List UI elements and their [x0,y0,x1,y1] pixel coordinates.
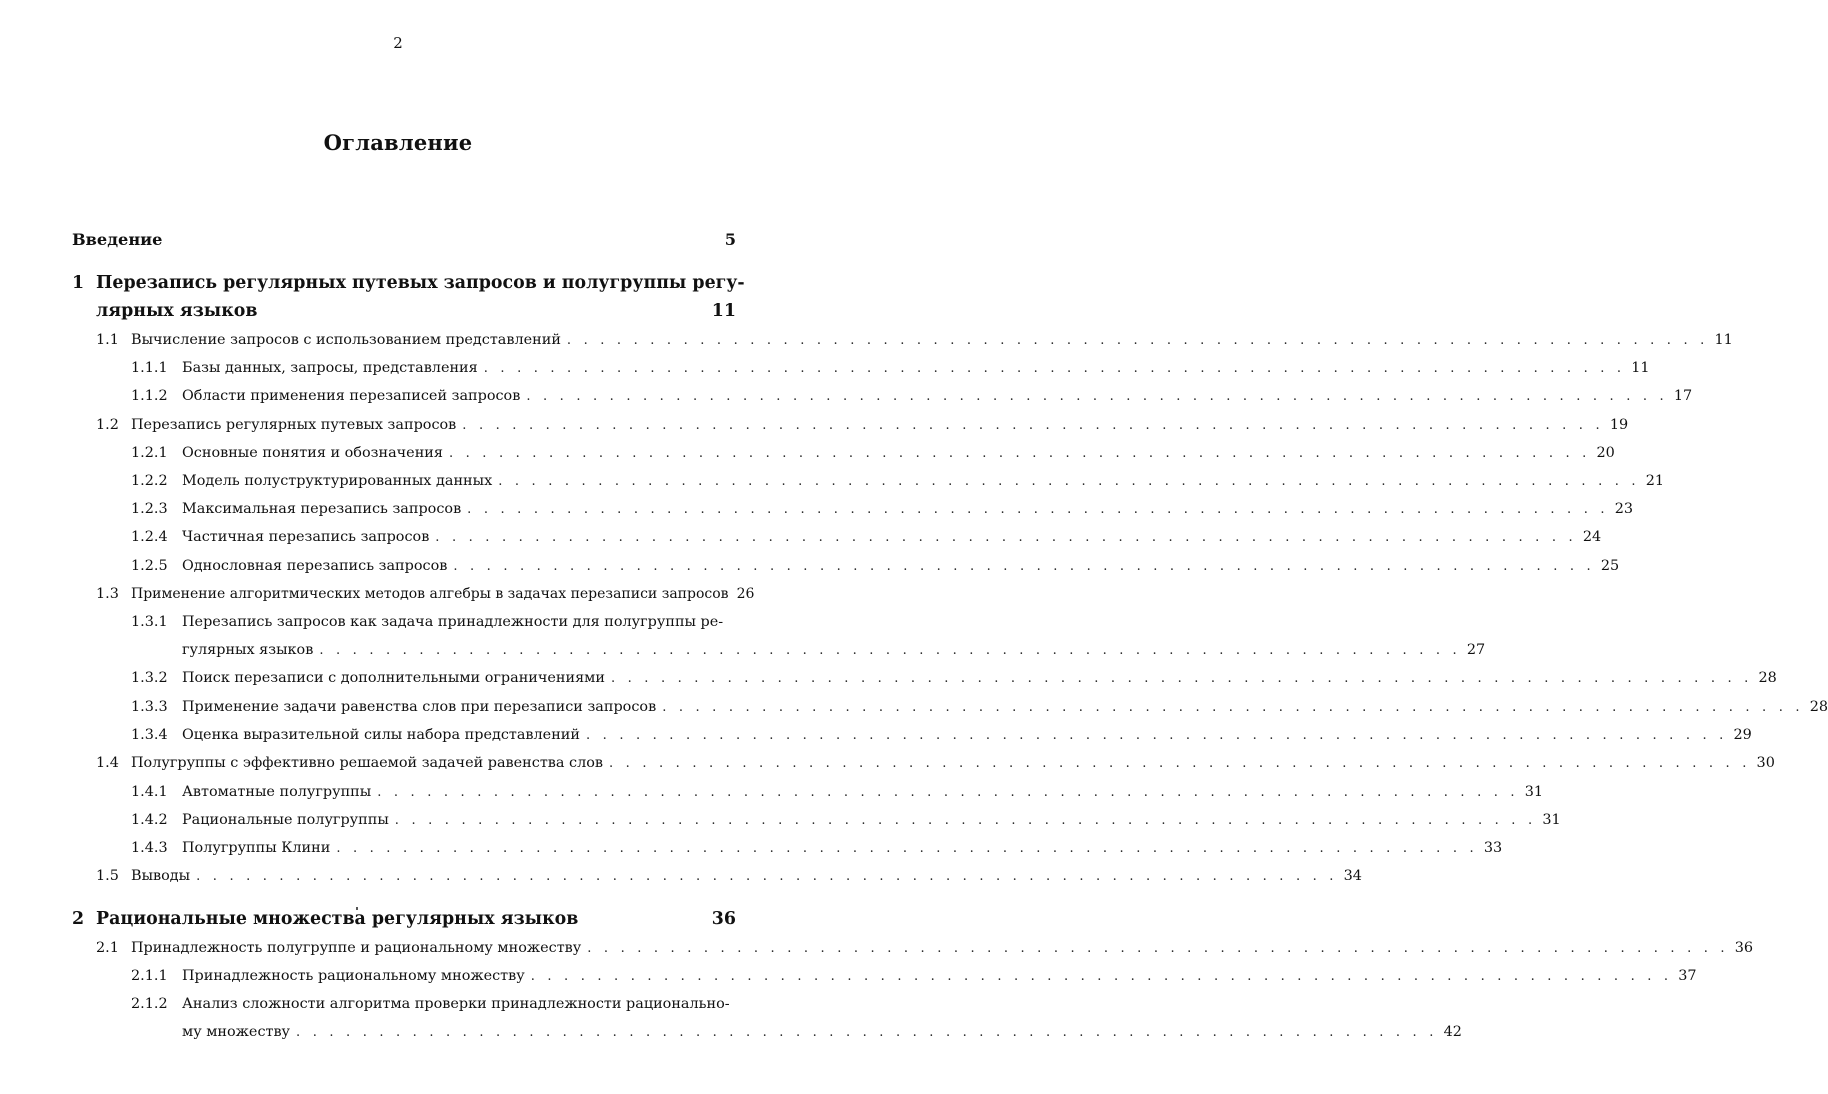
toc-entry-label: Частичная перезапись запросов [182,529,430,545]
toc-entry-page: 30 [1756,755,1775,771]
subsection-number: 2.1.1 [131,968,168,984]
leader-dots: . . . . . . . . . . . . . . . . . . . . . . . . . . . . . . . . . . . . . . . . . . . . . . . . . . . . . . . . . . . . . . . . . . . . . [462,418,1604,433]
leader-dots: . . . . . . . . . . . . . . . . . . . . . . . . . . . . . . . . . . . . . . . . . . . . . . . . . . . . . . . . . . . . . . . . . . . . . [585,728,1728,743]
toc-entry-2-1-2[interactable] [182,1022,1462,1043]
toc-entry-1-2-1[interactable] [182,443,1615,464]
section-number: 1.5 [96,868,119,884]
toc-entry-page: 28 [1809,699,1828,715]
toc-entry-label: Применение задачи равенства слов при перезаписи запросов [182,699,657,715]
toc-entry-1-3-4[interactable] [182,725,1752,746]
toc-entry-page: 31 [1542,812,1561,828]
leader-dots: . . . . . . . . . . . . . . . . . . . . . . . . . . . . . . . . . . . . . . . . . . . . . . . . . . . . . . . . . . . . . . . . . . . . . [448,446,1591,461]
toc-entry-chapter-1[interactable] [96,299,736,323]
toc-entry-1-2-4[interactable] [182,527,1602,548]
toc-entry-label: Выводы [131,868,191,884]
toc-entry-label: Базы данных, запросы, представления [182,360,478,376]
leader-dots: . . . . . . . . . . . . . . . . . . . . . . . . . . . . . . . . . . . . . . . . . . . . . . . . . . . . . . . . . . . . . . . . . . . . . [296,1025,1438,1040]
toc-entry-1-2[interactable] [131,415,1629,436]
subsection-number: 1.2.1 [131,445,168,461]
toc-entry-page: 42 [1443,1024,1462,1040]
subsection-number: 1.2.4 [131,529,168,545]
chapter-title: Рациональные множества регулярных языков [96,909,579,929]
leader-dots: . . . . . . . . . . . . . . . . . . . . . . . . . . . . . . . . . . . . . . . . . . . . . . . . . . . . . . . . . . . . . . . . . . . . . [610,671,1753,686]
leader-dots: . . . . . . . . . . . . . . . . . . . . . . . . . . . . . . . . . . . . . . . . . . . . . . . . . . . . . . . . . . . . . . . . . . . . . [587,941,1729,956]
toc-entry-label: Принадлежность полугруппе и рациональному множеству [131,940,582,956]
toc-entry-1-1-2[interactable] [182,386,1693,407]
toc-entry-label: Максимальная перезапись запросов [182,501,462,517]
toc-entry-page: 5 [724,230,736,249]
toc-entry-label: гулярных языков [182,642,314,658]
toc-entry-page: 11 [711,301,736,321]
toc-entry-page: 27 [1466,642,1486,658]
leader-dots: . . . . . . . . . . . . . . . . . . . . . . . . . . . . . . . . . . . . . . . . . . . . . . . . . . . . . . . . . . . . . . . . . . . . . [609,756,1751,771]
subsection-number: 1.4.2 [131,812,168,828]
toc-title: Оглавление [323,130,473,155]
toc-entry-page: 17 [1673,388,1693,404]
leader-dots: . . . . . . . . . . . . . . . . . . . . . . . . . . . . . . . . . . . . . . . . . . . . . . . . . . . . . . . . . . . . . . . . . . . . . [498,474,1640,489]
toc-entry-label: Модель полуструктурированных данных [182,473,493,489]
leader-dots: . . . . . . . . . . . . . . . . . . . . . . . . . . . . . . . . . . . . . . . . . . . . . . . . . . . . . . . . . . . . . . . . . . . . . [319,643,1461,658]
toc-entry-1-2-3[interactable] [182,499,1634,520]
toc-entry-2-1-2-line1[interactable]: Анализ сложности алгоритма проверки принадлежности рационально- [182,996,730,1012]
toc-entry-label: Однословная перезапись запросов [182,558,448,574]
toc-entry-page: 34 [1343,868,1362,884]
toc-entry-1-3[interactable] [131,584,755,604]
leader-dots: . . . . . . . . . . . . . . . . . . . . . . . . . . . . . . . . . . . . . . . . . . . . . . . . . . . . . . . . . . . . . . . . . . . . . [394,813,1537,828]
section-number: 1.1 [96,332,119,348]
toc-entry-page: 11 [1714,332,1733,348]
section-number: 2.1 [96,940,119,956]
toc-entry-page: 31 [1524,784,1544,800]
toc-entry-page: 36 [1734,940,1754,956]
subsection-number: 1.2.3 [131,501,168,517]
toc-entry-label: Поиск перезаписи с дополнительными ограничениями [182,670,605,686]
leader-dots: . . . . . . . . . . . . . . . . . . . . . . . . . . . . . . . . . . . . . . . . . . . . . . . . . . . . . . . . . . . . . . . . . . . . . [662,700,1804,715]
leader-dots: . . . . . . . . . . . . . . . . . . . . . . . . . . . . . . . . . . . . . . . . . . . . . . . . . . . . . . . . . . . . . . . . . . . . . [336,841,1478,856]
toc-entry-1-4-2[interactable] [182,810,1561,831]
toc-entry-1-2-5[interactable] [182,556,1620,577]
subsection-number: 1.3.3 [131,699,168,715]
toc-entry-page: 37 [1678,968,1697,984]
toc-entry-page: 33 [1483,840,1503,856]
toc-entry-label: Автоматные полугруппы [182,784,372,800]
toc-entry-label: Оценка выразительной силы набора представлений [182,727,580,743]
toc-entry-page: 29 [1733,727,1752,743]
toc-entry-chapter-2[interactable] [96,907,736,931]
toc-entry-label: Принадлежность рациональному множеству [182,968,525,984]
toc-entry-label: Основные понятия и обозначения [182,445,443,461]
leader-dots: . . . . . . . . . . . . . . . . . . . . . . . . . . . . . . . . . . . . . . . . . . . . . . . . . . . . . . . . . . . . . . . . . . . . . [483,361,1626,376]
subsection-number: 1.3.2 [131,670,168,686]
toc-entry-intro[interactable] [72,228,736,252]
subsection-number: 1.4.1 [131,784,168,800]
toc-entry-2-1-1[interactable] [182,966,1697,987]
subsection-number: 1.1.1 [131,360,168,376]
toc-entry-1-1[interactable] [131,330,1733,351]
toc-entry-label: Полугруппы Клини [182,840,331,856]
toc-entry-1-5[interactable] [131,866,1362,887]
toc-entry-1-4[interactable] [131,753,1775,774]
toc-entry-1-3-1[interactable] [182,640,1486,661]
chapter-title-line2: лярных языков [96,301,258,321]
toc-entry-label: Перезапись регулярных путевых запросов [131,417,457,433]
toc-entry-page: 28 [1758,670,1777,686]
toc-entry-label: Введение [72,230,163,249]
toc-entry-1-2-2[interactable] [182,471,1665,492]
toc-entry-1-4-1[interactable] [182,782,1544,803]
toc-entry-page: 23 [1614,501,1634,517]
leader-dots: . . . . . . . . . . . . . . . . . . . . . . . . . . . . . . . . . . . . . . . . . . . . . . . . . . . . . . . . . . . . . . . . . . . . . [196,869,1338,884]
leader-dots: . . . . . . . . . . . . . . . . . . . . . . . . . . . . . . . . . . . . . . . . . . . . . . . . . . . . . . . . . . . . . . . . . . . . . [566,333,1709,348]
section-number: 1.3 [96,586,119,602]
chapter-title-line1[interactable]: Перезапись регулярных путевых запросов и полугруппы регу- [96,273,745,293]
subsection-number: 1.4.3 [131,840,168,856]
toc-entry-1-3-1-line1[interactable]: Перезапись запросов как задача принадлежности для полугруппы ре- [182,614,724,630]
toc-entry-label: Области применения перезаписей запросов [182,388,521,404]
toc-entry-page: 11 [1631,360,1650,376]
toc-entry-label: Применение алгоритмических методов алгебры в задачах перезаписи запросов [131,586,729,602]
toc-entry-label: Рациональные полугруппы [182,812,389,828]
toc-entry-label: Полугруппы с эффективно решаемой задачей равенства слов [131,755,604,771]
toc-entry-1-3-3[interactable] [182,697,1828,718]
toc-entry-page: 36 [711,909,736,929]
section-number: 1.2 [96,417,119,433]
page-number: 2 [393,34,403,52]
toc-entry-page: 21 [1645,473,1665,489]
subsection-number: 1.2.5 [131,558,168,574]
subsection-number: 1.1.2 [131,388,168,404]
chapter-number: 2 [72,909,85,929]
toc-entry-page: 20 [1596,445,1615,461]
subsection-number: 1.3.1 [131,614,168,630]
toc-entry-2-1[interactable] [131,938,1754,959]
toc-entry-label: Вычисление запросов с использованием представлений [131,332,561,348]
section-number: 1.4 [96,755,119,771]
toc-entry-1-4-3[interactable] [182,838,1503,859]
leader-dots: . . . . . . . . . . . . . . . . . . . . . . . . . . . . . . . . . . . . . . . . . . . . . . . . . . . . . . . . . . . . . . . . . . . . . [377,785,1519,800]
chapter-number: 1 [72,273,85,293]
toc-entry-page: 24 [1582,529,1602,545]
leader-dots: . . . . . . . . . . . . . . . . . . . . . . . . . . . . . . . . . . . . . . . . . . . . . . . . . . . . . . . . . . . . . . . . . . . . . [526,389,1668,404]
subsection-number: 1.2.2 [131,473,168,489]
leader-dots: . . . . . . . . . . . . . . . . . . . . . . . . . . . . . . . . . . . . . . . . . . . . . . . . . . . . . . . . . . . . . . . . . . . . . [530,969,1673,984]
leader-dots: . . . . . . . . . . . . . . . . . . . . . . . . . . . . . . . . . . . . . . . . . . . . . . . . . . . . . . . . . . . . . . . . . . . . . [453,559,1595,574]
leader-dots: . . . . . . . . . . . . . . . . . . . . . . . . . . . . . . . . . . . . . . . . . . . . . . . . . . . . . . . . . . . . . . . . . . . . . [435,530,1577,545]
subsection-number: 1.3.4 [131,727,168,743]
subsection-number: 2.1.2 [131,996,168,1012]
toc-entry-page: 25 [1600,558,1620,574]
toc-entry-page: 19 [1609,417,1629,433]
toc-entry-1-3-2[interactable] [182,668,1777,689]
toc-entry-1-1-1[interactable] [182,358,1650,379]
leader-dots: . . . . . . . . . . . . . . . . . . . . . . . . . . . . . . . . . . . . . . . . . . . . . . . . . . . . . . . . . . . . . . . . . . . . . [467,502,1609,517]
toc-entry-label: му множеству [182,1024,291,1040]
toc-entry-page: 26 [736,586,755,602]
